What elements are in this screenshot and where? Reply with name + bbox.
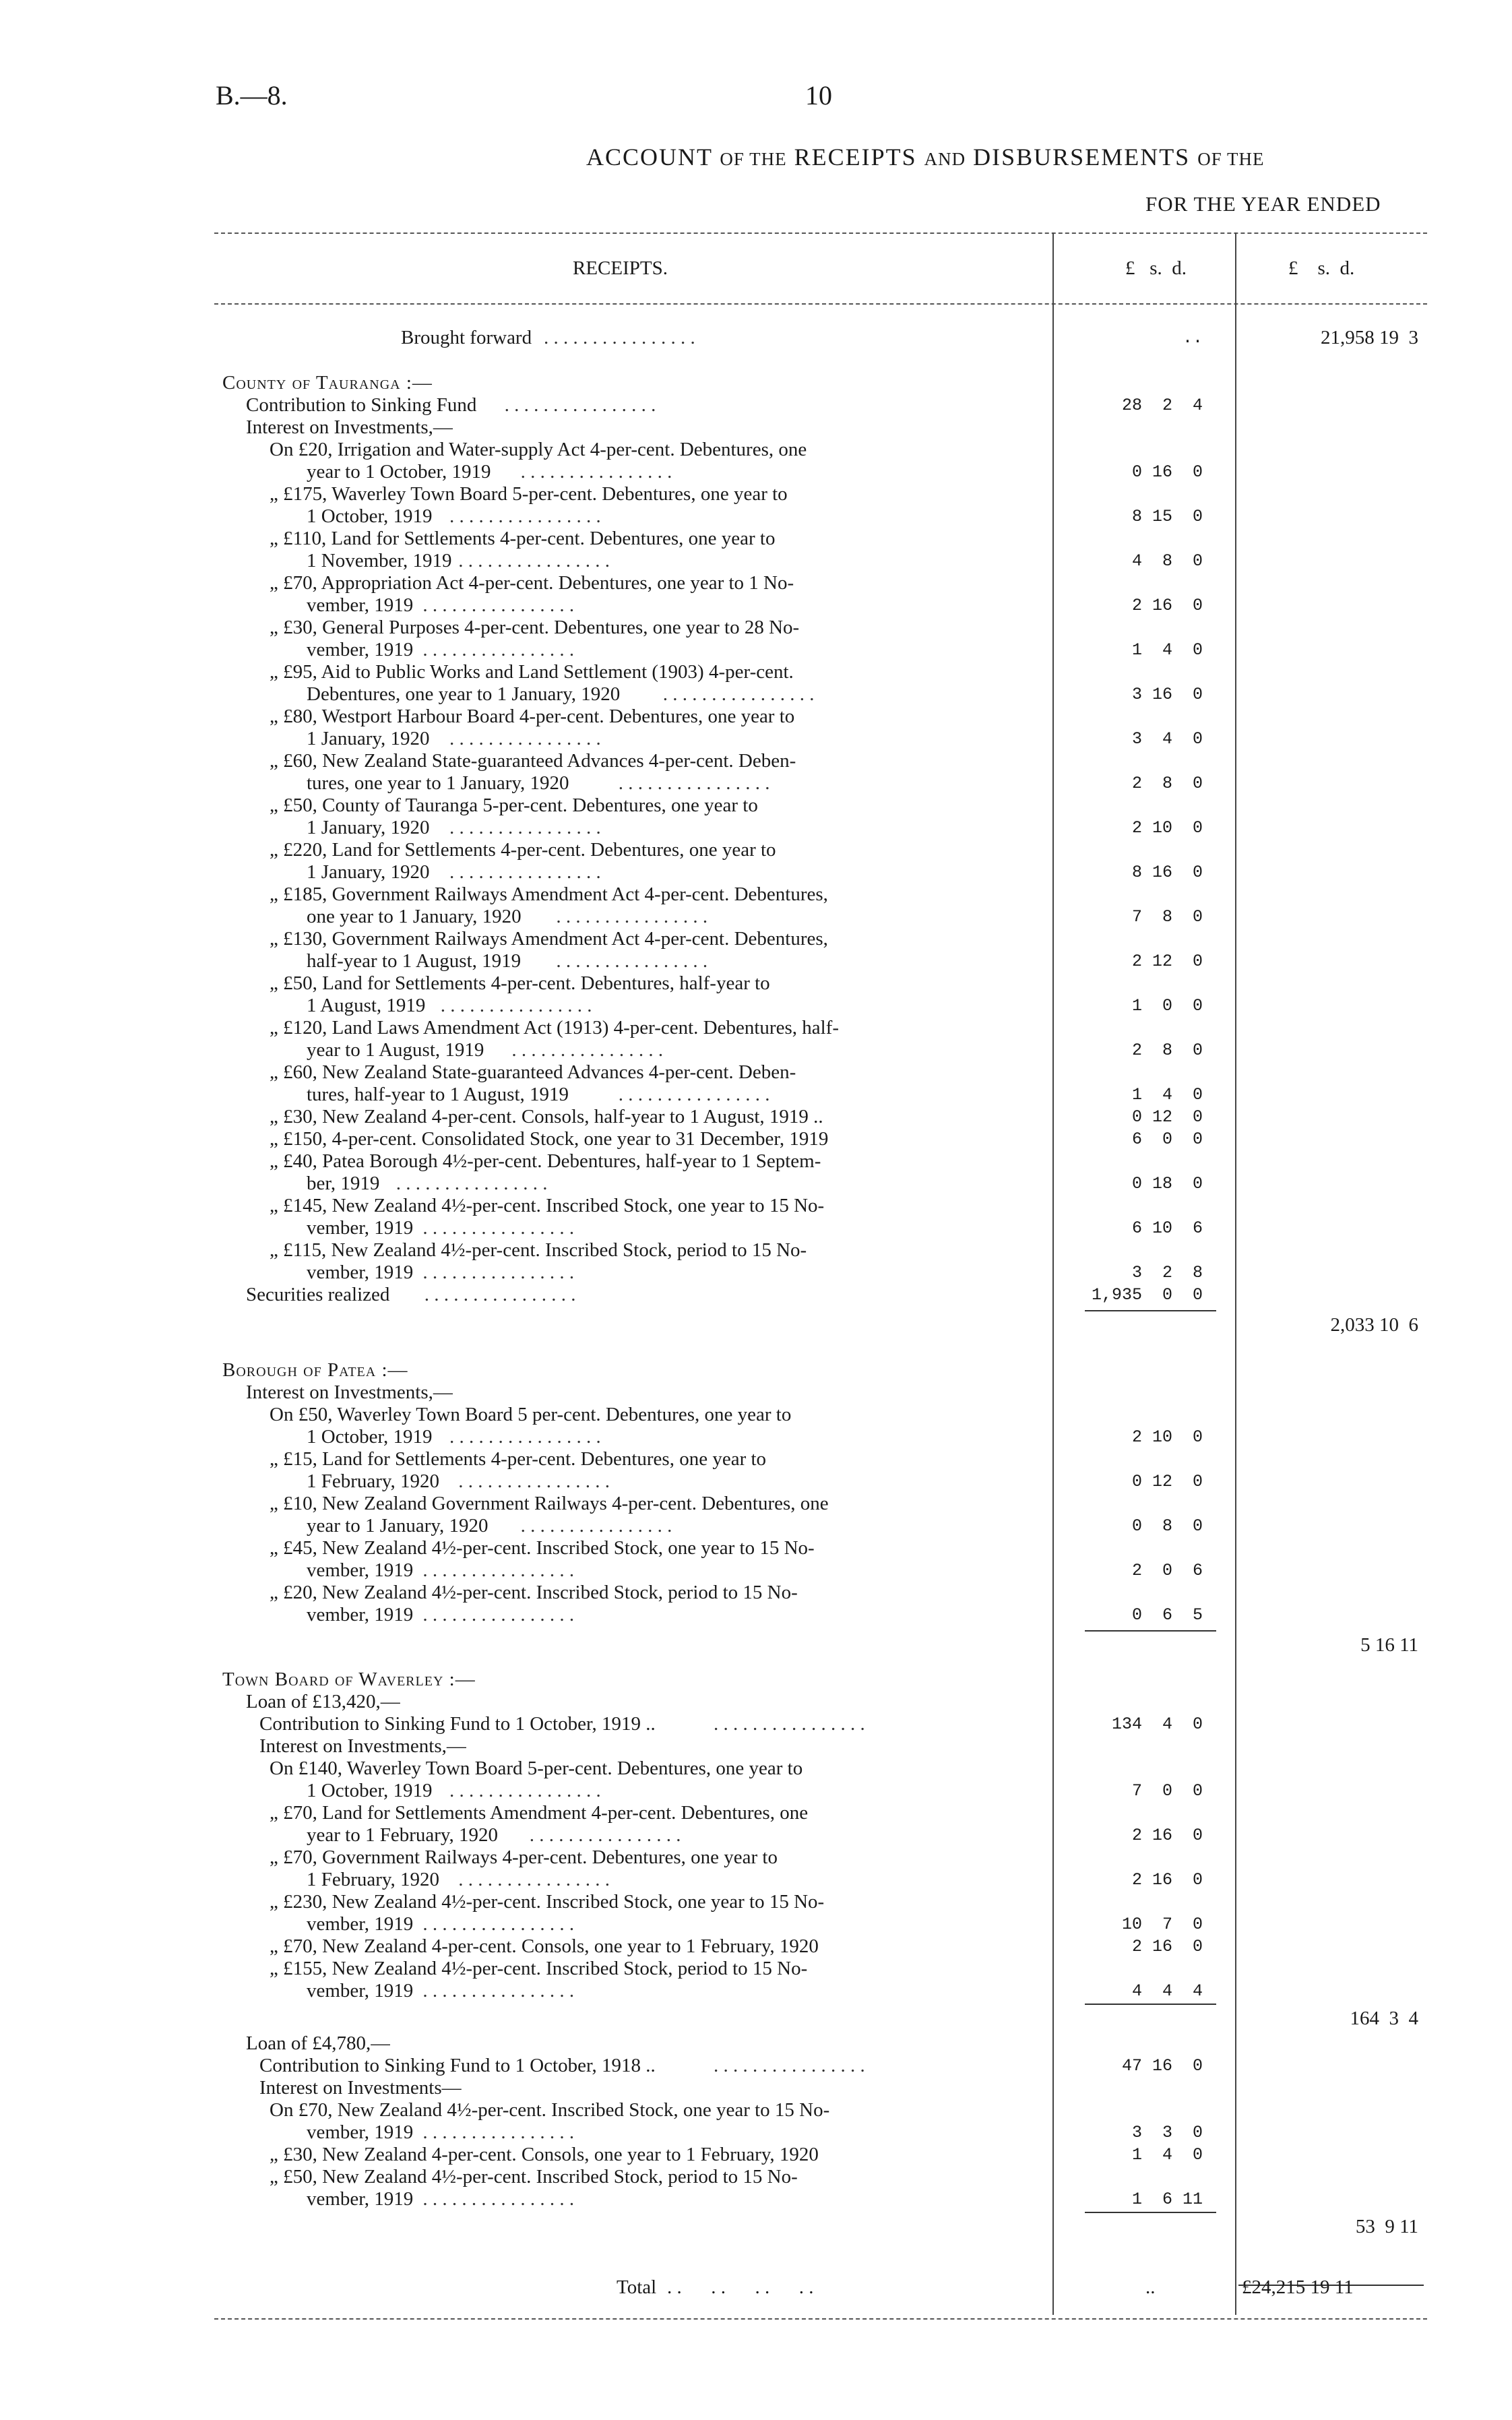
waverley-loan1-item-4-line1-amount: 2 16 0 [1131,1937,1203,1956]
tauranga-item-17-line1 [222,1150,1125,1173]
tauranga-item-2-line1-text: „ £110, Land for Settlements 4-per-cent. Debentures, one year to [270,528,776,549]
waverley-loan1-item-0-line2-amount: 7 0 0 [1131,1781,1203,1801]
table-top-rule [214,232,1427,234]
tauranga-item-18-line2-amount: 6 10 6 [1131,1218,1203,1238]
tauranga-item-13-line2 [222,1039,1203,1061]
tauranga-item-1-line2-leaders: . . . . . . . . . . . . . . . . [449,505,601,527]
tauranga-item-4-line1 [222,617,1125,639]
waverley-loan1-item-5-line2-leaders: . . . . . . . . . . . . . . . . [422,1980,575,2002]
waverley-loan1-item-1-line2 [222,1824,1203,1847]
waverley-loan2-sinking [222,2055,1203,2077]
tauranga-item-15-line1 [222,1106,1203,1128]
tauranga-item-11-line2 [222,950,1203,972]
waverley-loan2-item-2-line2-leaders: . . . . . . . . . . . . . . . . [422,2188,575,2210]
waverley-loan2-item-2-line2-amount: 1 6 11 [1131,2190,1203,2209]
tauranga-item-1-line1 [222,483,1125,505]
patea-item-2-line2-amount: 0 8 0 [1131,1516,1203,1536]
patea-interest-heading [222,1382,1125,1404]
tauranga-item-16-line1-amount: 6 0 0 [1131,1129,1203,1149]
waverley-loan1-total: 164 3 4 [1350,2008,1418,2029]
tauranga-item-7-line1-text: „ £60, New Zealand State-guaranteed Advances 4-per-cent. Deben- [270,750,796,772]
tauranga-item-18-line2-text: vember, 1919 [307,1217,414,1239]
tauranga-securities-amount: 1,935 0 0 [1091,1285,1203,1305]
tauranga-item-11-line2-text: half-year to 1 August, 1919 [307,950,522,972]
grand-total-amount-1: .. [1145,2276,1156,2298]
patea-item-1-line2-leaders: . . . . . . . . . . . . . . . . [458,1470,610,1492]
patea-item-4-line1-text: „ £20, New Zealand 4½-per-cent. Inscribed Stock, period to 15 No- [270,1582,798,1603]
title-disbursements: DISBURSEMENTS [973,144,1191,170]
waverley-heading-text: Town Board of Waverley :— [222,1669,476,1690]
tauranga-item-8-line1 [222,795,1125,817]
tauranga-total: 2,033 10 6 [1330,1314,1418,1336]
tauranga-item-1-line2-text: 1 October, 1919 [307,505,433,527]
tauranga-item-12-line2-leaders: . . . . . . . . . . . . . . . . [440,995,592,1016]
waverley-loan1-heading-text: Loan of £13,420,— [246,1691,400,1712]
brought-forward-row-leaders: . . . . . . . . . . . . . . . . [544,327,695,348]
waverley-loan2-item-0-line1-text: On £70, New Zealand 4½-per-cent. Inscribed Stock, one year to 15 No- [270,2099,830,2121]
tauranga-item-9-line1 [222,839,1125,861]
tauranga-item-17-line2-leaders: . . . . . . . . . . . . . . . . [396,1173,548,1194]
tauranga-item-4-line2-amount: 1 4 0 [1131,640,1203,660]
waverley-loan2-total-rule [1085,2212,1216,2213]
tauranga-item-6-line2-leaders: . . . . . . . . . . . . . . . . [449,728,601,749]
waverley-loan1-item-3-line2-amount: 10 7 0 [1121,1915,1203,1934]
waverley-loan1-total-rule [1085,2004,1216,2005]
tauranga-item-2-line2-leaders: . . . . . . . . . . . . . . . . [458,550,610,571]
tauranga-item-5-line2-amount: 3 16 0 [1131,685,1203,704]
waverley-loan1-item-5-line2-amount: 4 4 4 [1131,1981,1203,2001]
tauranga-item-12-line2-text: 1 August, 1919 [307,995,426,1016]
tauranga-item-0-line2 [222,461,1203,483]
tauranga-sinking-text: Contribution to Sinking Fund [246,394,477,416]
tauranga-sinking-leaders: . . . . . . . . . . . . . . . . [504,394,656,416]
waverley-loan1-item-4-line1-text: „ £70, New Zealand 4-per-cent. Consols, one year to 1 February, 1920 [270,1935,819,1957]
tauranga-item-9-line1-text: „ £220, Land for Settlements 4-per-cent. Debentures, one year to [270,839,776,861]
tauranga-item-17-line2 [222,1173,1203,1195]
patea-item-3-line1-text: „ £45, New Zealand 4½-per-cent. Inscribed Stock, one year to 15 No- [270,1537,815,1559]
tauranga-item-18-line1-text: „ £145, New Zealand 4½-per-cent. Inscribed Stock, one year to 15 No- [270,1195,825,1216]
tauranga-item-9-line2-text: 1 January, 1920 [307,861,430,883]
grand-total-amount: £24,215 19 11 [1242,2276,1354,2298]
waverley-loan1-item-2-line2-text: 1 February, 1920 [307,1869,440,1890]
tauranga-item-5-line1-text: „ £95, Aid to Public Works and Land Settlement (1903) 4-per-cent. [270,661,794,683]
tauranga-item-3-line1-text: „ £70, Appropriation Act 4-per-cent. Debentures, one year to 1 No- [270,572,794,594]
patea-item-4-line2-amount: 0 6 5 [1131,1605,1203,1625]
tauranga-item-12-line1-text: „ £50, Land for Settlements 4-per-cent. Debentures, half-year to [270,972,770,994]
patea-total: 5 16 11 [1360,1634,1418,1656]
tauranga-item-6-line1 [222,706,1125,728]
tauranga-item-18-line2 [222,1217,1203,1239]
tauranga-item-0-line1-text: On £20, Irrigation and Water-supply Act 4-per-cent. Debentures, one [270,439,807,460]
page-title [586,143,1264,171]
report-code: B.—8. [216,80,288,111]
patea-item-3-line2-text: vember, 1919 [307,1559,414,1581]
tauranga-item-14-line1-text: „ £60, New Zealand State-guaranteed Advances 4-per-cent. Deben- [270,1061,796,1083]
tauranga-item-17-line2-text: ber, 1919 [307,1173,380,1194]
waverley-heading [222,1669,1125,1691]
tauranga-interest-heading-text: Interest on Investments,— [246,416,453,438]
waverley-loan1-item-0-line1-text: On £140, Waverley Town Board 5-per-cent. Debentures, one year to [270,1758,803,1779]
tauranga-item-9-line2 [222,861,1203,883]
waverley-loan1-item-3-line2 [222,1913,1203,1935]
tauranga-item-5-line2 [222,683,1203,706]
page-number: 10 [805,80,832,111]
waverley-loan1-item-0-line2-text: 1 October, 1919 [307,1780,433,1801]
tauranga-item-14-line2-leaders: . . . . . . . . . . . . . . . . [618,1084,770,1105]
lsd-column-header-2: £ s. d. [1288,257,1355,279]
tauranga-item-6-line1-text: „ £80, Westport Harbour Board 4-per-cent. Debentures, one year to [270,706,795,727]
tauranga-item-12-line1 [222,972,1125,995]
tauranga-item-0-line1 [222,439,1125,461]
tauranga-heading-text: County of Tauranga :— [222,372,433,394]
waverley-loan1-item-2-line1-text: „ £70, Government Railways 4-per-cent. Debentures, one year to [270,1847,778,1868]
tauranga-item-12-line2 [222,995,1203,1017]
tauranga-item-4-line2-text: vember, 1919 [307,639,414,660]
tauranga-item-6-line2-text: 1 January, 1920 [307,728,430,749]
tauranga-item-19-line1 [222,1239,1125,1262]
tauranga-item-15-line1-text: „ £30, New Zealand 4-per-cent. Consols, half-year to 1 August, 1919 .. [270,1106,823,1127]
waverley-loan1-sinking-leaders: . . . . . . . . . . . . . . . . [714,1713,865,1735]
tauranga-item-10-line2-leaders: . . . . . . . . . . . . . . . . [556,906,708,927]
tauranga-item-14-line2 [222,1084,1203,1106]
waverley-loan2-item-1-line1 [222,2144,1203,2166]
tauranga-item-11-line1-text: „ £130, Government Railways Amendment Act 4-per-cent. Debentures, [270,928,828,950]
tauranga-item-6-line2 [222,728,1203,750]
tauranga-item-16-line1-text: „ £150, 4-per-cent. Consolidated Stock, one year to 31 December, 1919 [270,1128,829,1150]
patea-item-3-line2-leaders: . . . . . . . . . . . . . . . . [422,1559,575,1581]
waverley-loan1-item-1-line1-text: „ £70, Land for Settlements Amendment 4-per-cent. Debentures, one [270,1802,809,1824]
tauranga-item-13-line2-text: year to 1 August, 1919 [307,1039,484,1061]
patea-item-4-line2 [222,1604,1203,1626]
tauranga-item-3-line1 [222,572,1125,594]
patea-item-1-line2-amount: 0 12 0 [1131,1472,1203,1491]
waverley-loan2-item-2-line2 [222,2188,1203,2210]
waverley-loan1-item-2-line1 [222,1847,1125,1869]
patea-item-1-line1-text: „ £15, Land for Settlements 4-per-cent. Debentures, one year to [270,1448,767,1470]
patea-heading [222,1359,1125,1382]
waverley-loan2-item-0-line2-leaders: . . . . . . . . . . . . . . . . [422,2121,575,2143]
waverley-loan1-heading [222,1691,1125,1713]
tauranga-sinking [222,394,1203,416]
tauranga-item-10-line2 [222,906,1203,928]
brought-forward-row-amount: .. [1182,328,1203,348]
tauranga-item-17-line1-text: „ £40, Patea Borough 4½-per-cent. Debentures, half-year to 1 Septem- [270,1150,821,1172]
waverley-loan2-item-2-line1-text: „ £50, New Zealand 4½-per-cent. Inscribed Stock, period to 15 No- [270,2166,798,2188]
tauranga-item-1-line2 [222,505,1203,528]
waverley-loan2-sinking-amount: 47 16 0 [1121,2056,1203,2076]
waverley-loan2-item-0-line1 [222,2099,1125,2121]
tauranga-item-8-line2-amount: 2 10 0 [1131,818,1203,838]
waverley-loan1-item-5-line2-text: vember, 1919 [307,1980,414,2002]
waverley-loan1-sinking-amount: 134 4 0 [1111,1714,1203,1734]
brought-forward-total: 21,958 19 3 [1321,327,1418,348]
tauranga-item-19-line1-text: „ £115, New Zealand 4½-per-cent. Inscribed Stock, period to 15 No- [270,1239,807,1261]
waverley-loan2-total: 53 9 11 [1355,2216,1418,2237]
waverley-loan2-item-2-line1 [222,2166,1125,2188]
tauranga-item-10-line1-text: „ £185, Government Railways Amendment Act 4-per-cent. Debentures, [270,883,828,905]
waverley-loan1-item-1-line2-amount: 2 16 0 [1131,1826,1203,1845]
page-subtitle: FOR THE YEAR ENDED [1145,192,1381,216]
waverley-loan1-item-3-line2-leaders: . . . . . . . . . . . . . . . . [422,1913,575,1935]
patea-item-0-line1 [222,1404,1125,1426]
brought-forward-row-text: Brought forward [401,327,532,348]
tauranga-item-9-line2-leaders: . . . . . . . . . . . . . . . . [449,861,601,883]
waverley-loan2-item-0-line2 [222,2121,1203,2144]
waverley-loan2-item-1-line1-text: „ £30, New Zealand 4-per-cent. Consols, one year to 1 February, 1920 [270,2144,819,2165]
waverley-loan1-item-5-line2 [222,1980,1203,2002]
waverley-loan2-heading-text: Loan of £4,780,— [246,2033,391,2054]
tauranga-item-15-line1-amount: 0 12 0 [1131,1107,1203,1127]
patea-total-rule [1085,1630,1216,1632]
tauranga-item-4-line2 [222,639,1203,661]
title-receipts: RECEIPTS [794,144,917,170]
waverley-loan2-interest-heading [222,2077,1125,2099]
tauranga-item-7-line2-text: tures, one year to 1 January, 1920 [307,772,569,794]
waverley-loan2-item-0-line2-amount: 3 3 0 [1131,2123,1203,2142]
tauranga-item-7-line1 [222,750,1125,772]
tauranga-interest-heading [222,416,1125,439]
col-divider-2 [1235,232,1236,2315]
tauranga-item-3-line2-text: vember, 1919 [307,594,414,616]
tauranga-item-4-line1-text: „ £30, General Purposes 4-per-cent. Debentures, one year to 28 No- [270,617,800,638]
tauranga-item-14-line2-amount: 1 4 0 [1131,1085,1203,1105]
patea-item-0-line2-amount: 2 10 0 [1131,1427,1203,1447]
patea-item-1-line2-text: 1 February, 1920 [307,1470,440,1492]
tauranga-item-11-line1 [222,928,1125,950]
patea-item-0-line2 [222,1426,1203,1448]
tauranga-heading [222,372,1125,394]
lsd-column-header-1: £ s. d. [1125,257,1187,279]
waverley-loan1-item-0-line2 [222,1780,1203,1802]
tauranga-item-19-line2 [222,1262,1203,1284]
tauranga-item-0-line2-amount: 0 16 0 [1131,462,1203,482]
waverley-loan1-item-4-line1 [222,1935,1203,1958]
waverley-loan2-heading [222,2033,1125,2055]
waverley-loan1-item-3-line2-text: vember, 1919 [307,1913,414,1935]
receipts-column-header: RECEIPTS. [573,257,668,279]
patea-item-2-line1-text: „ £10, New Zealand Government Railways 4-per-cent. Debentures, one [270,1493,829,1514]
tauranga-item-17-line2-amount: 0 18 0 [1131,1174,1203,1193]
tauranga-item-7-line2-leaders: . . . . . . . . . . . . . . . . [618,772,770,794]
tauranga-securities-leaders: . . . . . . . . . . . . . . . . [424,1284,576,1305]
tauranga-item-16-line1 [222,1128,1203,1150]
waverley-loan2-item-0-line2-text: vember, 1919 [307,2121,414,2143]
tauranga-item-13-line2-amount: 2 8 0 [1131,1041,1203,1060]
tauranga-item-0-line2-leaders: . . . . . . . . . . . . . . . . [520,461,672,483]
grand-total-leaders: . . . . . . . . [667,2276,814,2298]
brought-forward-row [222,327,1203,349]
tauranga-item-19-line2-leaders: . . . . . . . . . . . . . . . . [422,1262,575,1283]
waverley-loan2-interest-heading-text: Interest on Investments— [259,2077,462,2099]
patea-item-3-line2 [222,1559,1203,1582]
table-bottom-rule [214,2318,1427,2320]
tauranga-item-5-line2-leaders: . . . . . . . . . . . . . . . . [662,683,815,705]
tauranga-item-13-line2-leaders: . . . . . . . . . . . . . . . . [511,1039,664,1061]
waverley-loan1-item-3-line1-text: „ £230, New Zealand 4½-per-cent. Inscribed Stock, one year to 15 No- [270,1891,825,1913]
tauranga-item-7-line2 [222,772,1203,795]
table-head-rule [214,303,1427,305]
tauranga-item-11-line2-amount: 2 12 0 [1131,952,1203,971]
tauranga-item-10-line2-text: one year to 1 January, 1920 [307,906,522,927]
patea-item-1-line1 [222,1448,1125,1470]
tauranga-item-18-line2-leaders: . . . . . . . . . . . . . . . . [422,1217,575,1239]
tauranga-item-18-line1 [222,1195,1125,1217]
tauranga-item-2-line2-amount: 4 8 0 [1131,551,1203,571]
tauranga-item-11-line2-leaders: . . . . . . . . . . . . . . . . [556,950,708,972]
tauranga-item-7-line2-amount: 2 8 0 [1131,774,1203,793]
waverley-loan1-item-3-line1 [222,1891,1125,1913]
tauranga-item-4-line2-leaders: . . . . . . . . . . . . . . . . [422,639,575,660]
tauranga-item-14-line2-text: tures, half-year to 1 August, 1919 [307,1084,569,1105]
title-of-the: OF THE [720,149,787,169]
tauranga-total-rule [1085,1310,1216,1311]
patea-item-2-line2 [222,1515,1203,1537]
tauranga-item-2-line1 [222,528,1125,550]
waverley-loan1-item-5-line1-text: „ £155, New Zealand 4½-per-cent. Inscribed Stock, period to 15 No- [270,1958,808,1979]
tauranga-item-19-line2-text: vember, 1919 [307,1262,414,1283]
patea-item-0-line1-text: On £50, Waverley Town Board 5 per-cent. Debentures, one year to [270,1404,792,1425]
patea-interest-heading-text: Interest on Investments,— [246,1382,453,1403]
tauranga-securities-text: Securities realized [246,1284,390,1305]
tauranga-item-10-line2-amount: 7 8 0 [1131,907,1203,927]
patea-item-1-line2 [222,1470,1203,1493]
tauranga-item-6-line2-amount: 3 4 0 [1131,729,1203,749]
patea-heading-text: Borough of Patea :— [222,1359,408,1381]
tauranga-item-5-line1 [222,661,1125,683]
patea-item-4-line1 [222,1582,1125,1604]
grand-total-label: Total [617,2276,657,2298]
patea-item-4-line2-leaders: . . . . . . . . . . . . . . . . [422,1604,575,1625]
waverley-loan1-interest-heading [222,1735,1125,1758]
tauranga-item-9-line2-amount: 8 16 0 [1131,863,1203,882]
tauranga-item-2-line2 [222,550,1203,572]
waverley-loan1-item-1-line1 [222,1802,1125,1824]
waverley-loan2-sinking-leaders: . . . . . . . . . . . . . . . . [714,2055,865,2076]
waverley-loan1-item-1-line2-text: year to 1 February, 1920 [307,1824,499,1846]
waverley-loan1-item-0-line1 [222,1758,1125,1780]
waverley-loan2-item-2-line2-text: vember, 1919 [307,2188,414,2210]
patea-item-3-line1 [222,1537,1125,1559]
waverley-loan1-interest-heading-text: Interest on Investments,— [259,1735,466,1757]
title-account: ACCOUNT [586,144,713,170]
tauranga-item-3-line2-leaders: . . . . . . . . . . . . . . . . [422,594,575,616]
tauranga-item-1-line2-amount: 8 15 0 [1131,507,1203,526]
patea-item-0-line2-text: 1 October, 1919 [307,1426,433,1448]
waverley-loan1-item-2-line2-amount: 2 16 0 [1131,1870,1203,1890]
waverley-loan2-item-1-line1-amount: 1 4 0 [1131,2145,1203,2165]
waverley-loan1-sinking-text: Contribution to Sinking Fund to 1 October, 1919 .. [259,1713,656,1735]
tauranga-item-8-line2 [222,817,1203,839]
tauranga-item-0-line2-text: year to 1 October, 1919 [307,461,491,483]
tauranga-item-19-line2-amount: 3 2 8 [1131,1263,1203,1282]
tauranga-item-8-line2-text: 1 January, 1920 [307,817,430,838]
waverley-loan1-item-2-line2 [222,1869,1203,1891]
tauranga-item-1-line1-text: „ £175, Waverley Town Board 5-per-cent. Debentures, one year to [270,483,788,505]
tauranga-item-8-line1-text: „ £50, County of Tauranga 5-per-cent. Debentures, one year to [270,795,758,816]
patea-item-4-line2-text: vember, 1919 [307,1604,414,1625]
tauranga-sinking-amount: 28 2 4 [1121,396,1203,415]
tauranga-item-3-line2-amount: 2 16 0 [1131,596,1203,615]
waverley-loan1-sinking [222,1713,1203,1735]
patea-item-2-line2-text: year to 1 January, 1920 [307,1515,489,1537]
patea-item-0-line2-leaders: . . . . . . . . . . . . . . . . [449,1426,601,1448]
tauranga-item-2-line2-text: 1 November, 1919 [307,550,452,571]
waverley-loan1-item-5-line1 [222,1958,1125,1980]
waverley-loan1-item-2-line2-leaders: . . . . . . . . . . . . . . . . [458,1869,610,1890]
waverley-loan1-item-0-line2-leaders: . . . . . . . . . . . . . . . . [449,1780,601,1801]
tauranga-item-3-line2 [222,594,1203,617]
tauranga-item-5-line2-text: Debentures, one year to 1 January, 1920 [307,683,621,705]
tauranga-item-13-line1-text: „ £120, Land Laws Amendment Act (1913) 4-per-cent. Debentures, half- [270,1017,839,1038]
tauranga-item-13-line1 [222,1017,1125,1039]
waverley-loan2-sinking-text: Contribution to Sinking Fund to 1 October, 1918 .. [259,2055,656,2076]
title-and: AND [924,149,966,169]
tauranga-item-12-line2-amount: 1 0 0 [1131,996,1203,1016]
tauranga-item-8-line2-leaders: . . . . . . . . . . . . . . . . [449,817,601,838]
patea-item-2-line2-leaders: . . . . . . . . . . . . . . . . [520,1515,672,1537]
patea-item-2-line1 [222,1493,1125,1515]
tauranga-item-14-line1 [222,1061,1125,1084]
patea-item-3-line2-amount: 2 0 6 [1131,1561,1203,1580]
waverley-loan1-item-1-line2-leaders: . . . . . . . . . . . . . . . . [529,1824,681,1846]
tauranga-securities [222,1284,1203,1306]
tauranga-item-10-line1 [222,883,1125,906]
title-of-the-2: OF THE [1197,149,1265,169]
